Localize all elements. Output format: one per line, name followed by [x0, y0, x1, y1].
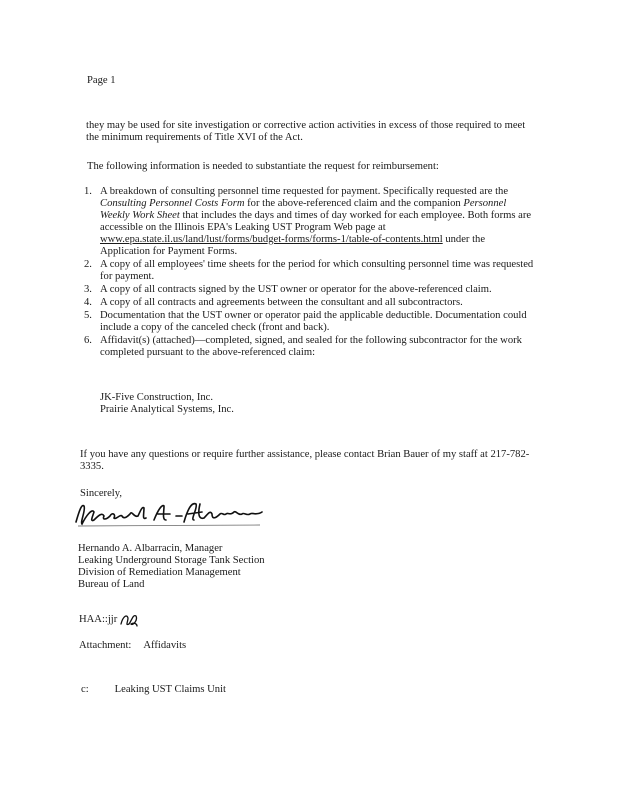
list-text: Documentation that the UST owner or operator paid the applicable deductible. Documentation could include a copy of the canceled check (front and back).	[100, 310, 527, 333]
intro-paragraph: they may be used for site investigation or corrective action activities in excess of those required to meet the minimum requirements of Title XVI of the Act.	[86, 120, 526, 143]
list-number: 5.	[84, 310, 92, 321]
list-item	[84, 186, 534, 258]
subcontractor-list	[100, 392, 234, 416]
requirements-list	[84, 186, 534, 360]
cc-label: c:	[81, 684, 89, 695]
list-item	[84, 284, 534, 296]
reimbursement-lead: The following information is needed to substantiate the request for reimbursement:	[87, 161, 439, 172]
form-name-weekly-work-sheet: Personnel Weekly Work Sheet	[100, 198, 507, 221]
cc-value: Leaking UST Claims Unit	[114, 684, 226, 695]
signature-block	[78, 543, 265, 591]
list-text: A breakdown of consulting personnel time requested for payment. Specifically requested are the	[100, 186, 509, 197]
list-text: that includes the days and times of day worked for each employee. Both forms are accessible on the Illinois EPA's Leaking UST Program Web page at	[100, 210, 532, 233]
page-number: Page 1	[87, 75, 116, 86]
list-item	[84, 310, 534, 334]
forms-link[interactable]: www.epa.state.il.us/land/lust/forms/budget-forms/forms-1/table-of-contents.html	[100, 234, 443, 245]
list-item	[84, 297, 534, 309]
list-text: Affidavit(s) (attached)—completed, signed, and sealed for the following subcontractor for the work completed pursuant to the above-referenced claim:	[100, 335, 522, 358]
typist-initials	[79, 612, 139, 628]
handwritten-initials-mark	[119, 612, 139, 628]
signer-section: Leaking Underground Storage Tank Section	[78, 555, 265, 566]
handwritten-signature	[72, 498, 272, 532]
list-text: under the Application for Payment Forms.	[100, 234, 486, 257]
attachment-value: Affidavits	[143, 640, 187, 651]
list-text: A copy of all contracts and agreements between the consultant and all subcontractors.	[100, 297, 463, 308]
list-text: A copy of all contracts signed by the UST owner or operator for the above-referenced claim.	[100, 284, 492, 295]
list-number: 4.	[84, 297, 92, 308]
subcontractor-name: Prairie Analytical Systems, Inc.	[100, 404, 234, 415]
list-number: 2.	[84, 259, 92, 270]
form-name-consulting-costs: Consulting Personnel Costs Form	[100, 198, 245, 209]
signer-bureau: Bureau of Land	[78, 579, 145, 590]
signer-name-title: Hernando A. Albarracin, Manager	[78, 543, 223, 554]
list-number: 1.	[84, 186, 92, 197]
cc-line	[81, 684, 226, 696]
subcontractor-name: JK-Five Construction, Inc.	[100, 392, 213, 403]
list-text: for the above-referenced claim and the companion	[244, 198, 464, 209]
initials-text: HAA::jjr	[79, 614, 118, 625]
signer-division: Division of Remediation Management	[78, 567, 241, 578]
contact-paragraph: If you have any questions or require further assistance, please contact Brian Bauer of my staff at 217-782-3335.	[80, 449, 530, 472]
list-item	[84, 335, 534, 359]
list-number: 3.	[84, 284, 92, 295]
list-item	[84, 259, 534, 283]
closing-salutation: Sincerely,	[80, 488, 122, 499]
attachment-label: Attachment:	[79, 640, 132, 651]
list-number: 6.	[84, 335, 92, 346]
attachment-line	[79, 640, 186, 652]
list-text: A copy of all employees' time sheets for the period for which consulting personnel time was requested for payment.	[100, 259, 534, 282]
